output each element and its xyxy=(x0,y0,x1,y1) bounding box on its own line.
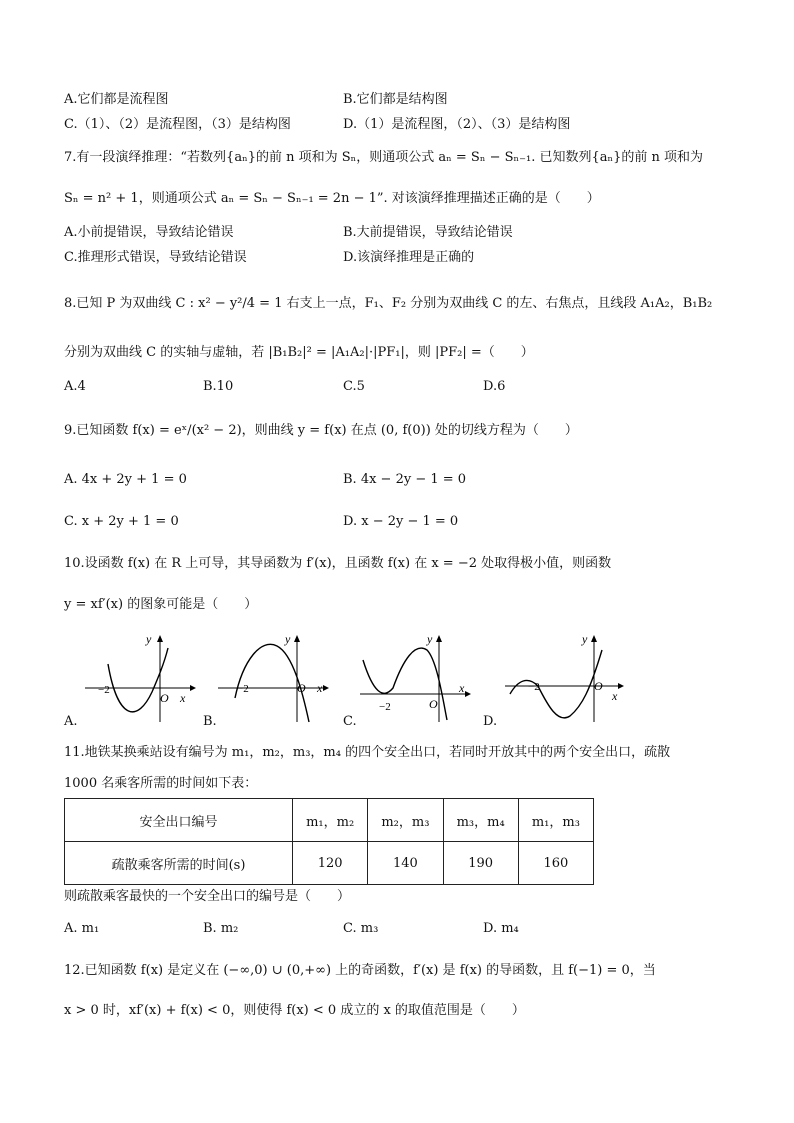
q6-option-d: D.（1）是流程图，（2）、（3）是结构图 xyxy=(343,117,571,132)
q6-option-b: B.它们都是结构图 xyxy=(343,92,448,107)
table-cell: 疏散乘客所需的时间(s) xyxy=(65,842,293,885)
q10-a-y-label: y xyxy=(146,632,152,646)
q10-stem-line2: y = xf′(x) 的图象可能是（ ） xyxy=(64,597,258,612)
table-header-cell: m₂，m₃ xyxy=(368,799,443,842)
q6-option-a: A.它们都是流程图 xyxy=(64,92,169,107)
q11-stem-line2: 1000 名乘客所需的时间如下表： xyxy=(64,776,258,791)
q11-option-d: D. m₄ xyxy=(483,921,519,936)
q10-graph-c xyxy=(355,630,480,725)
q12-stem-line2: x > 0 时，xf′(x) + f(x) < 0，则使得 f(x) < 0 成立的 x 的取值范围是（ ） xyxy=(64,1003,525,1018)
q10-stem-line1: 10.设函数 f(x) 在 R 上可导，其导函数为 f′(x)，且函数 f(x) 在 x = −2 处取得极小值，则函数 xyxy=(64,556,612,571)
q8-option-a: A.4 xyxy=(64,379,86,394)
q10-option-d: D. xyxy=(483,714,498,729)
q9-option-c: C. x + 2y + 1 = 0 xyxy=(64,514,179,529)
q8-stem-line1: 8.已知 P 为双曲线 C : x² − y²/4 = 1 右支上一点，F₁、F₂ 分别为双曲线 C 的左、右焦点，且线段 A₁A₂，B₁B₂ xyxy=(64,296,713,311)
q10-option-b: B. xyxy=(203,714,217,729)
q10-b-x-label: x xyxy=(317,681,323,695)
q9-option-d: D. x − 2y − 1 = 0 xyxy=(343,514,459,529)
q9-option-a: A. 4x + 2y + 1 = 0 xyxy=(64,472,187,487)
q7-option-d: D.该演绎推理是正确的 xyxy=(343,250,475,265)
q10-option-c: C. xyxy=(343,714,357,729)
q10-graph-a xyxy=(80,630,200,725)
q11-question: 则疏散乘客最快的一个安全出口的编号是（ ） xyxy=(64,889,351,904)
q11-option-b: B. m₂ xyxy=(203,921,239,936)
q11-option-a: A. m₁ xyxy=(64,921,100,936)
table-row xyxy=(65,842,594,885)
q10-c-origin: O xyxy=(429,697,438,711)
q9-stem: 9.已知函数 f(x) = eˣ/(x² − 2)，则曲线 y = f(x) 在点 (0, f(0)) 处的切线方程为（ ） xyxy=(64,423,578,438)
q10-b-origin: O xyxy=(297,681,306,695)
q10-d-origin: O xyxy=(594,679,603,693)
q11-option-c: C. m₃ xyxy=(343,921,379,936)
q10-b-y-label: y xyxy=(285,632,291,646)
evacuation-time-table xyxy=(64,798,594,885)
table-cell: 120 xyxy=(293,842,368,885)
q10-a-x-label: x xyxy=(180,691,186,705)
q10-graph-b xyxy=(213,630,338,725)
q10-c-x-label: x xyxy=(459,681,465,695)
q7-option-b: B.大前提错误，导致结论错误 xyxy=(343,225,513,240)
q7-option-a: A.小前提错误，导致结论错误 xyxy=(64,225,234,240)
q10-b-neg2-label: −2 xyxy=(237,683,249,695)
q10-c-neg2-label: −2 xyxy=(379,701,391,713)
table-header-cell: m₁，m₃ xyxy=(518,799,593,842)
q12-stem-line1: 12.已知函数 f(x) 是定义在 (−∞,0) ∪ (0,+∞) 上的奇函数，f′(x) 是 f(x) 的导函数，且 f(−1) = 0，当 xyxy=(64,963,656,978)
q10-d-y-label: y xyxy=(582,632,588,646)
q8-option-b: B.10 xyxy=(203,379,234,394)
q7-option-c: C.推理形式错误，导致结论错误 xyxy=(64,250,247,265)
table-cell: 160 xyxy=(518,842,593,885)
q7-stem-line2: Sₙ = n² + 1，则通项公式 aₙ = Sₙ − Sₙ₋₁ = 2n − 1”. 对该演绎推理描述正确的是（ ） xyxy=(64,191,600,206)
q8-option-c: C.5 xyxy=(343,379,365,394)
table-cell: 140 xyxy=(368,842,443,885)
table-cell: 190 xyxy=(443,842,518,885)
q10-a-origin: O xyxy=(160,691,169,705)
table-header-cell: m₃，m₄ xyxy=(443,799,518,842)
q10-a-neg2-label: −2 xyxy=(98,684,110,696)
q8-option-d: D.6 xyxy=(483,379,506,394)
table-header-cell: m₁，m₂ xyxy=(293,799,368,842)
q7-stem-line1: 7.有一段演绎推理：“若数列{aₙ}的前 n 项和为 Sₙ，则通项公式 aₙ = Sₙ − Sₙ₋₁. 已知数列{aₙ}的前 n 项和为 xyxy=(64,150,704,165)
q10-d-x-label: x xyxy=(612,689,618,703)
q10-c-y-label: y xyxy=(427,632,433,646)
q11-stem-line1: 11.地铁某换乘站设有编号为 m₁，m₂，m₃，m₄ 的四个安全出口，若同时开放其中的两个安全出口，疏散 xyxy=(64,745,671,760)
q10-d-neg2-label: −2 xyxy=(528,681,540,693)
table-header-row xyxy=(65,799,594,842)
table-header-cell: 安全出口编号 xyxy=(65,799,293,842)
q10-graph-d xyxy=(500,630,630,725)
q9-option-b: B. 4x − 2y − 1 = 0 xyxy=(343,472,467,487)
q10-option-a: A. xyxy=(64,714,78,729)
q8-stem-line2: 分别为双曲线 C 的实轴与虚轴，若 |B₁B₂|² = |A₁A₂|·|PF₁|，则 |PF₂| =（ ） xyxy=(64,345,534,360)
q6-option-c: C.（1）、（2）是流程图，（3）是结构图 xyxy=(64,117,291,132)
